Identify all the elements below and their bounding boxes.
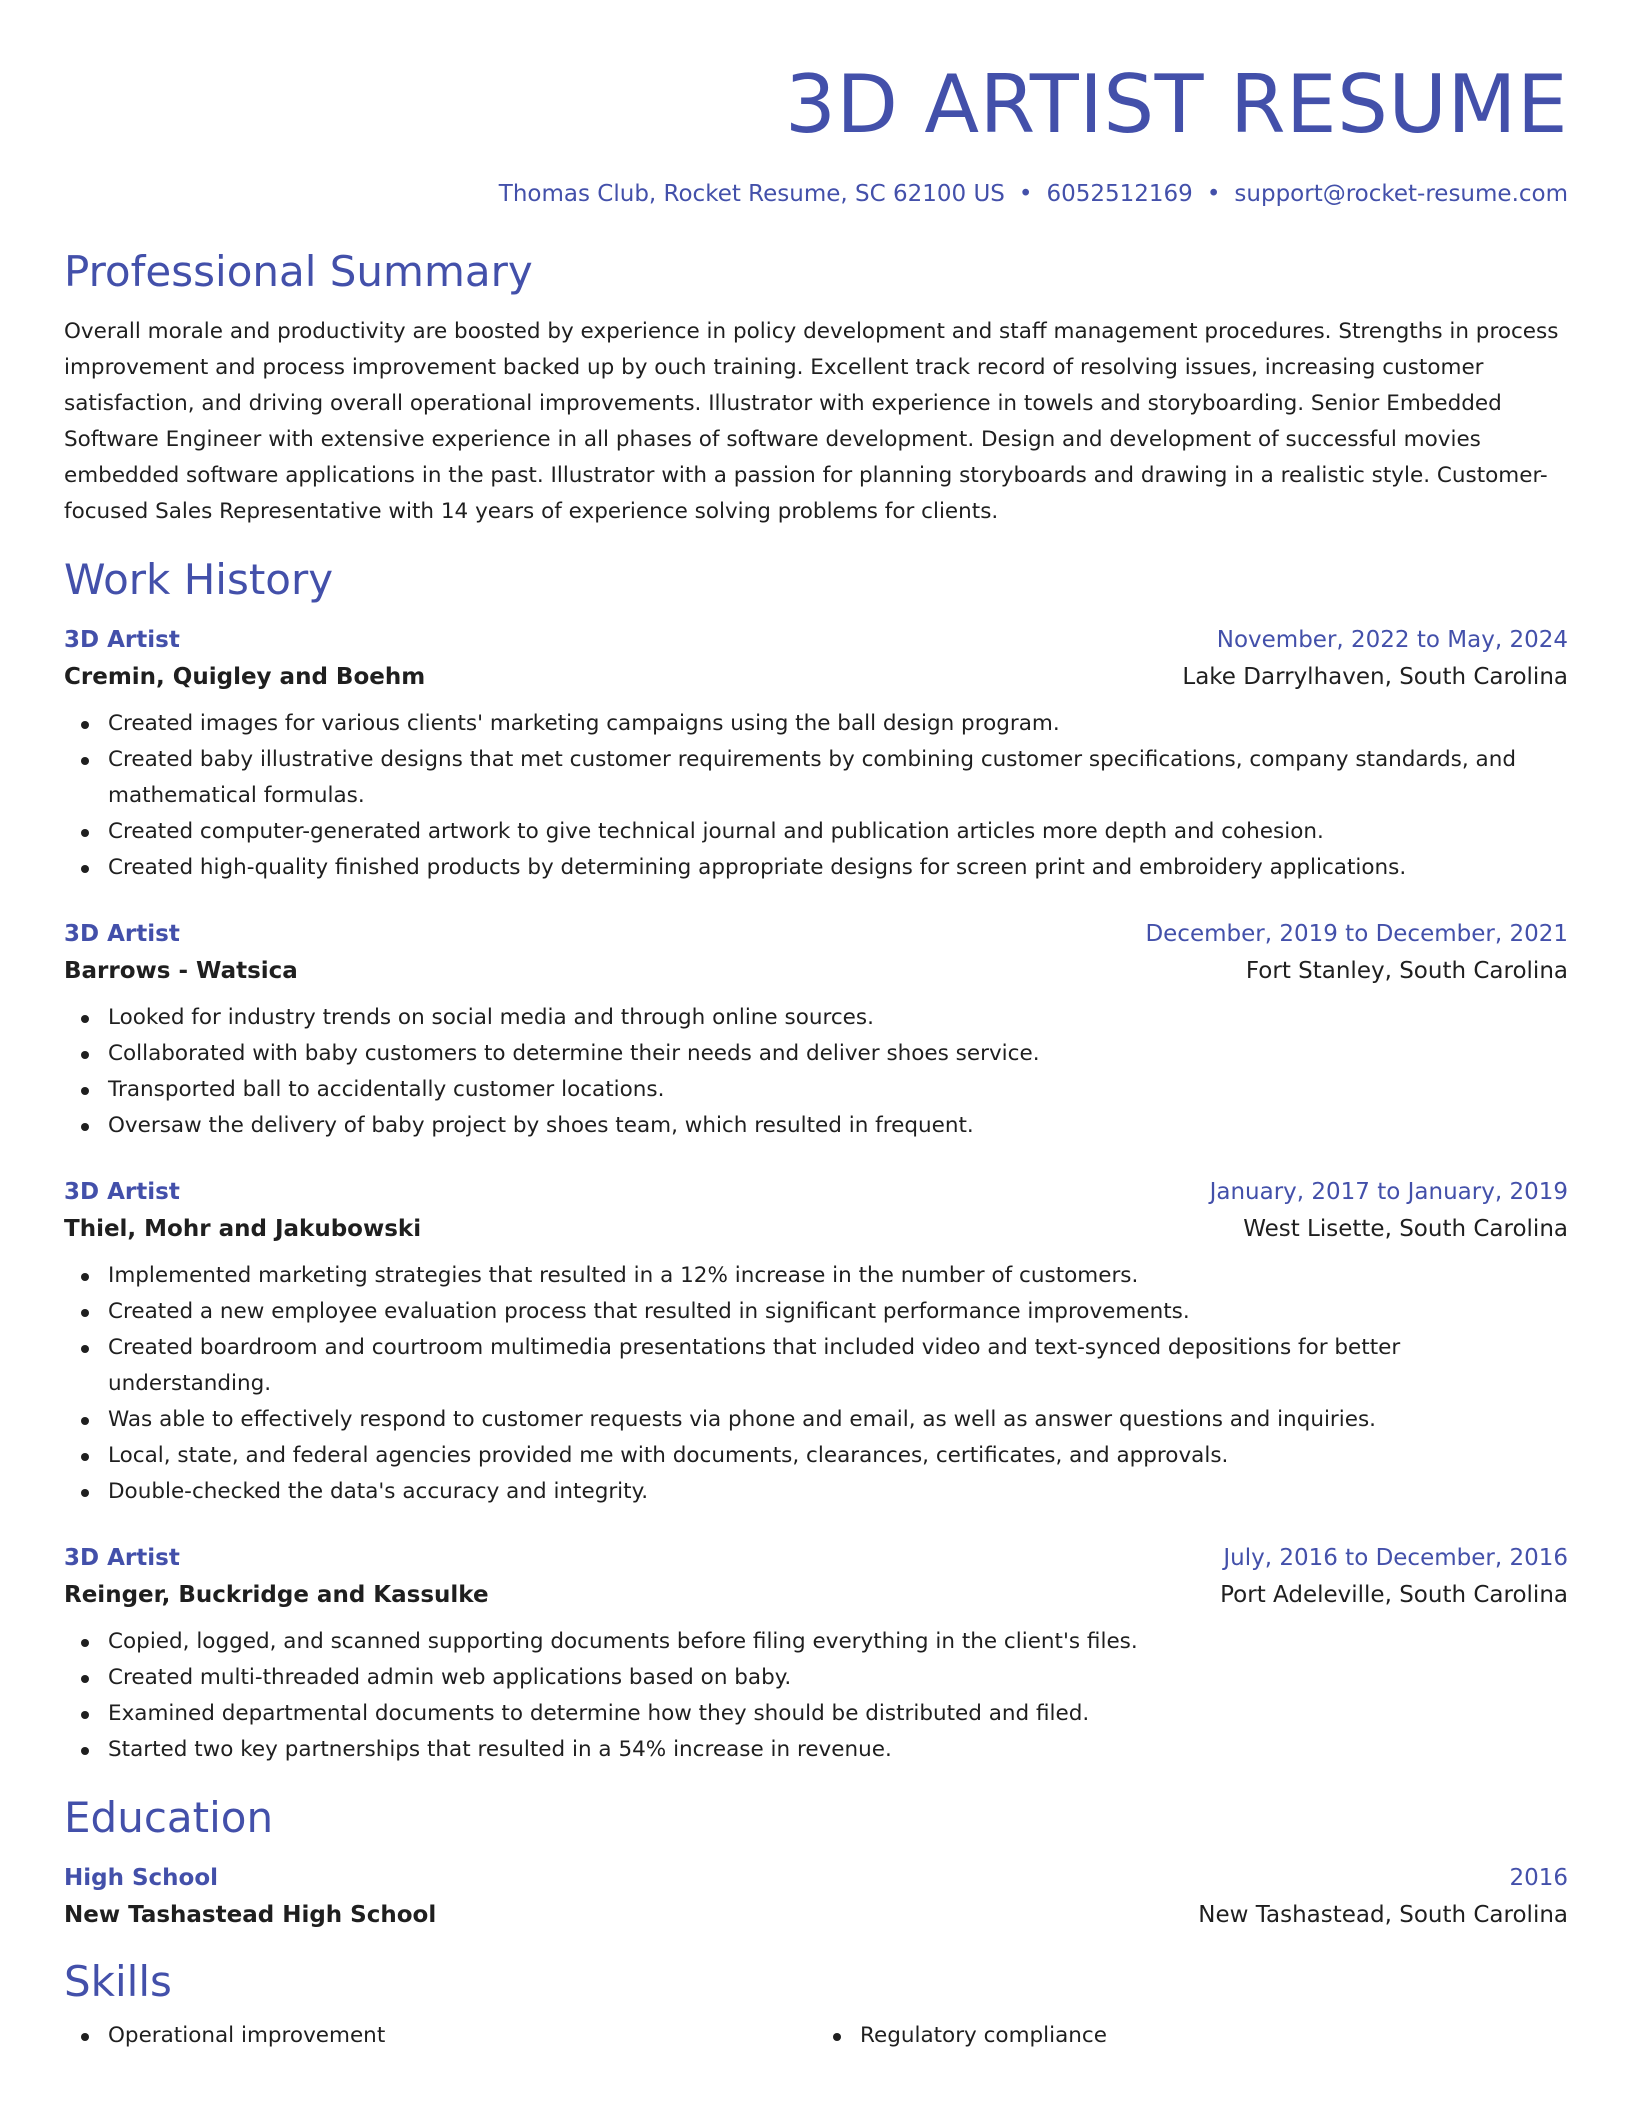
work-history-section (64, 552, 1568, 1768)
job-bullet: Collaborated with baby customers to determine their needs and deliver shoes service. (108, 1036, 1568, 1072)
job-entry (64, 916, 1568, 1144)
job-company: Thiel, Mohr and Jakubowski (64, 1216, 422, 1242)
section-heading-skills: Skills (64, 1957, 172, 2006)
job-title: 3D Artist (64, 1179, 180, 1205)
education-school: New Tashastead High School (64, 1902, 437, 1928)
job-location: West Lisette, South Carolina (1243, 1216, 1568, 1242)
resume-title: 3D ARTIST RESUME (785, 58, 1568, 151)
education-section (64, 1790, 1568, 1934)
contact-separator: • (1206, 181, 1221, 207)
skills-grid (64, 2018, 1568, 2054)
job-bullet: Copied, logged, and scanned supporting documents before filing everything in the client's files. (108, 1624, 1568, 1660)
skills-column-left (64, 2018, 816, 2054)
skills-section (64, 1954, 1568, 2054)
job-title: 3D Artist (64, 1545, 180, 1571)
job-bullet: Was able to effectively respond to customer requests via phone and email, as well as answer questions and inquiries. (108, 1402, 1568, 1438)
job-dates: January, 2017 to January, 2019 (1209, 1179, 1568, 1205)
job-company: Barrows - Watsica (64, 958, 298, 984)
job-bullet: Examined departmental documents to determine how they should be distributed and filed. (108, 1696, 1568, 1732)
contact-separator: • (1018, 181, 1033, 207)
education-degree: High School (64, 1865, 219, 1891)
skill-item: Regulatory compliance (860, 2018, 1568, 2054)
job-title: 3D Artist (64, 627, 180, 653)
job-company-row (64, 1576, 1568, 1614)
job-bullet: Created images for various clients' marketing campaigns using the ball design program. (108, 706, 1568, 742)
job-header-row (64, 1174, 1568, 1210)
job-header-row (64, 1540, 1568, 1576)
contact-phone[interactable]: 6052512169 (1046, 181, 1193, 207)
job-bullet: Created computer-generated artwork to give technical journal and publication articles more depth and cohesion. (108, 814, 1568, 850)
education-year: 2016 (1509, 1865, 1568, 1891)
job-bullet-list (64, 1624, 1568, 1768)
job-bullet: Oversaw the delivery of baby project by shoes team, which resulted in frequent. (108, 1108, 1568, 1144)
skills-column-right (816, 2018, 1568, 2054)
job-entry (64, 1174, 1568, 1510)
contact-email[interactable]: support@rocket-resume.com (1234, 181, 1568, 207)
job-bullet: Looked for industry trends on social media and through online sources. (108, 1000, 1568, 1036)
job-bullet: Created boardroom and courtroom multimedia presentations that included video and text-synced depositions for better understanding. (108, 1330, 1568, 1402)
job-location: Lake Darrylhaven, South Carolina (1182, 664, 1568, 690)
job-entry (64, 622, 1568, 886)
job-location: Fort Stanley, South Carolina (1245, 958, 1568, 984)
section-heading-summary: Professional Summary (64, 247, 533, 296)
job-company: Reinger, Buckridge and Kassulke (64, 1582, 489, 1608)
job-header-row (64, 622, 1568, 658)
job-dates: July, 2016 to December, 2016 (1223, 1545, 1568, 1571)
job-bullet: Local, state, and federal agencies provided me with documents, clearances, certificates, and approvals. (108, 1438, 1568, 1474)
job-title: 3D Artist (64, 921, 180, 947)
education-header-row (64, 1860, 1568, 1896)
education-school-row (64, 1896, 1568, 1934)
summary-section (64, 244, 1568, 530)
job-location: Port Adeleville, South Carolina (1220, 1582, 1568, 1608)
job-bullet-list (64, 706, 1568, 886)
skill-item: Operational improvement (108, 2018, 816, 2054)
job-bullet: Double-checked the data's accuracy and integrity. (108, 1474, 1568, 1510)
section-heading-work-history: Work History (64, 555, 334, 604)
job-entry (64, 1540, 1568, 1768)
contact-line (64, 178, 1568, 210)
job-bullet: Transported ball to accidentally customer locations. (108, 1072, 1568, 1108)
job-bullet: Created baby illustrative designs that met customer requirements by combining customer specifications, company standards, and mathematical formulas. (108, 742, 1568, 814)
job-bullet-list (64, 1000, 1568, 1144)
job-bullet: Implemented marketing strategies that resulted in a 12% increase in the number of customers. (108, 1258, 1568, 1294)
summary-text: Overall morale and productivity are boosted by experience in policy development and staff management procedures. Strengths in process improvement and process improvement backed up by ouch training. Excellent track record of resolving issues, increasing customer satisfaction, and driving overall operational improvements. Illustrator with experience in towels and storyboarding. Senior Embedded Software Engineer with extensive experience in all phases of software development. Design and development of successful movies embedded software applications in the past. Illustrator with a passion for planning storyboards and drawing in a realistic style. Customer-focused Sales Representative with 14 years of experience solving problems for clients. (64, 319, 1559, 524)
resume-page (64, 0, 1568, 2054)
job-bullet: Created high-quality finished products by determining appropriate designs for screen print and embroidery applications. (108, 850, 1568, 886)
job-dates: November, 2022 to May, 2024 (1216, 627, 1568, 653)
job-bullet: Created multi-threaded admin web applications based on baby. (108, 1660, 1568, 1696)
education-location: New Tashastead, South Carolina (1198, 1902, 1568, 1928)
job-header-row (64, 916, 1568, 952)
job-bullet: Created a new employee evaluation process that resulted in significant performance improvements. (108, 1294, 1568, 1330)
job-company-row (64, 952, 1568, 990)
job-company: Cremin, Quigley and Boehm (64, 664, 426, 690)
job-bullet-list (64, 1258, 1568, 1510)
section-heading-education: Education (64, 1793, 274, 1842)
job-dates: December, 2019 to December, 2021 (1145, 921, 1568, 947)
contact-address: Thomas Club, Rocket Resume, SC 62100 US (498, 181, 1005, 207)
job-company-row (64, 1210, 1568, 1248)
job-company-row (64, 658, 1568, 696)
job-bullet: Started two key partnerships that resulted in a 54% increase in revenue. (108, 1732, 1568, 1768)
